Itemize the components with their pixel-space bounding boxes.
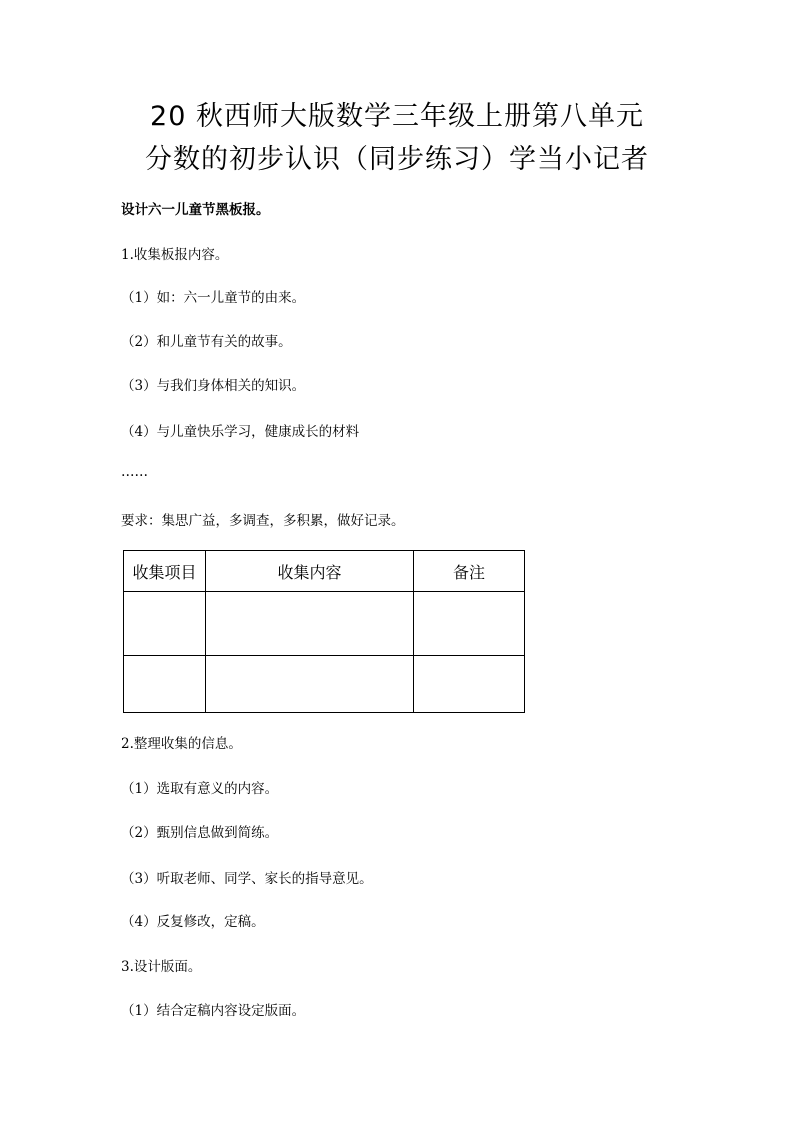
collection-table xyxy=(123,550,525,713)
table-row xyxy=(124,656,525,713)
section-1-item: （4）与儿童快乐学习，健康成长的材料 xyxy=(121,424,360,440)
table-header-cell: 收集内容 xyxy=(206,551,414,592)
table-cell[interactable] xyxy=(206,592,414,656)
table-header-cell: 备注 xyxy=(414,551,525,592)
table-header-row xyxy=(124,551,525,592)
section-1-heading: 1.收集板报内容。 xyxy=(121,247,229,263)
section-3-heading: 3.设计版面。 xyxy=(121,959,202,975)
table-cell[interactable] xyxy=(414,656,525,713)
section-2-item: （1）选取有意义的内容。 xyxy=(121,781,279,797)
section-1-item: （1）如：六一儿童节的由来。 xyxy=(121,290,306,306)
section-1-item: （3）与我们身体相关的知识。 xyxy=(121,378,306,394)
table-cell[interactable] xyxy=(414,592,525,656)
table-row xyxy=(124,592,525,656)
section-2-heading: 2.整理收集的信息。 xyxy=(121,736,242,752)
intro-text: 设计六一儿童节黑板报。 xyxy=(121,202,270,218)
collection-table-wrapper xyxy=(123,550,525,713)
section-2-item: （3）听取老师、同学、家长的指导意见。 xyxy=(121,871,373,887)
requirement-text: 要求：集思广益，多调查，多积累，做好记录。 xyxy=(121,513,405,529)
section-2-item: （2）甄别信息做到简练。 xyxy=(121,825,279,841)
section-3-item: （1）结合定稿内容设定版面。 xyxy=(121,1003,306,1019)
ellipsis: …… xyxy=(121,464,148,480)
title-line-2: 分数的初步认识（同步练习）学当小记者 xyxy=(145,144,649,175)
table-header-cell: 收集项目 xyxy=(124,551,206,592)
section-2-item: （4）反复修改，定稿。 xyxy=(121,914,265,930)
table-cell[interactable] xyxy=(124,656,206,713)
table-cell[interactable] xyxy=(124,592,206,656)
table-cell[interactable] xyxy=(206,656,414,713)
title-line-1: 20 秋西师大版数学三年级上册第八单元 xyxy=(150,101,644,132)
section-1-item: （2）和儿童节有关的故事。 xyxy=(121,334,292,350)
